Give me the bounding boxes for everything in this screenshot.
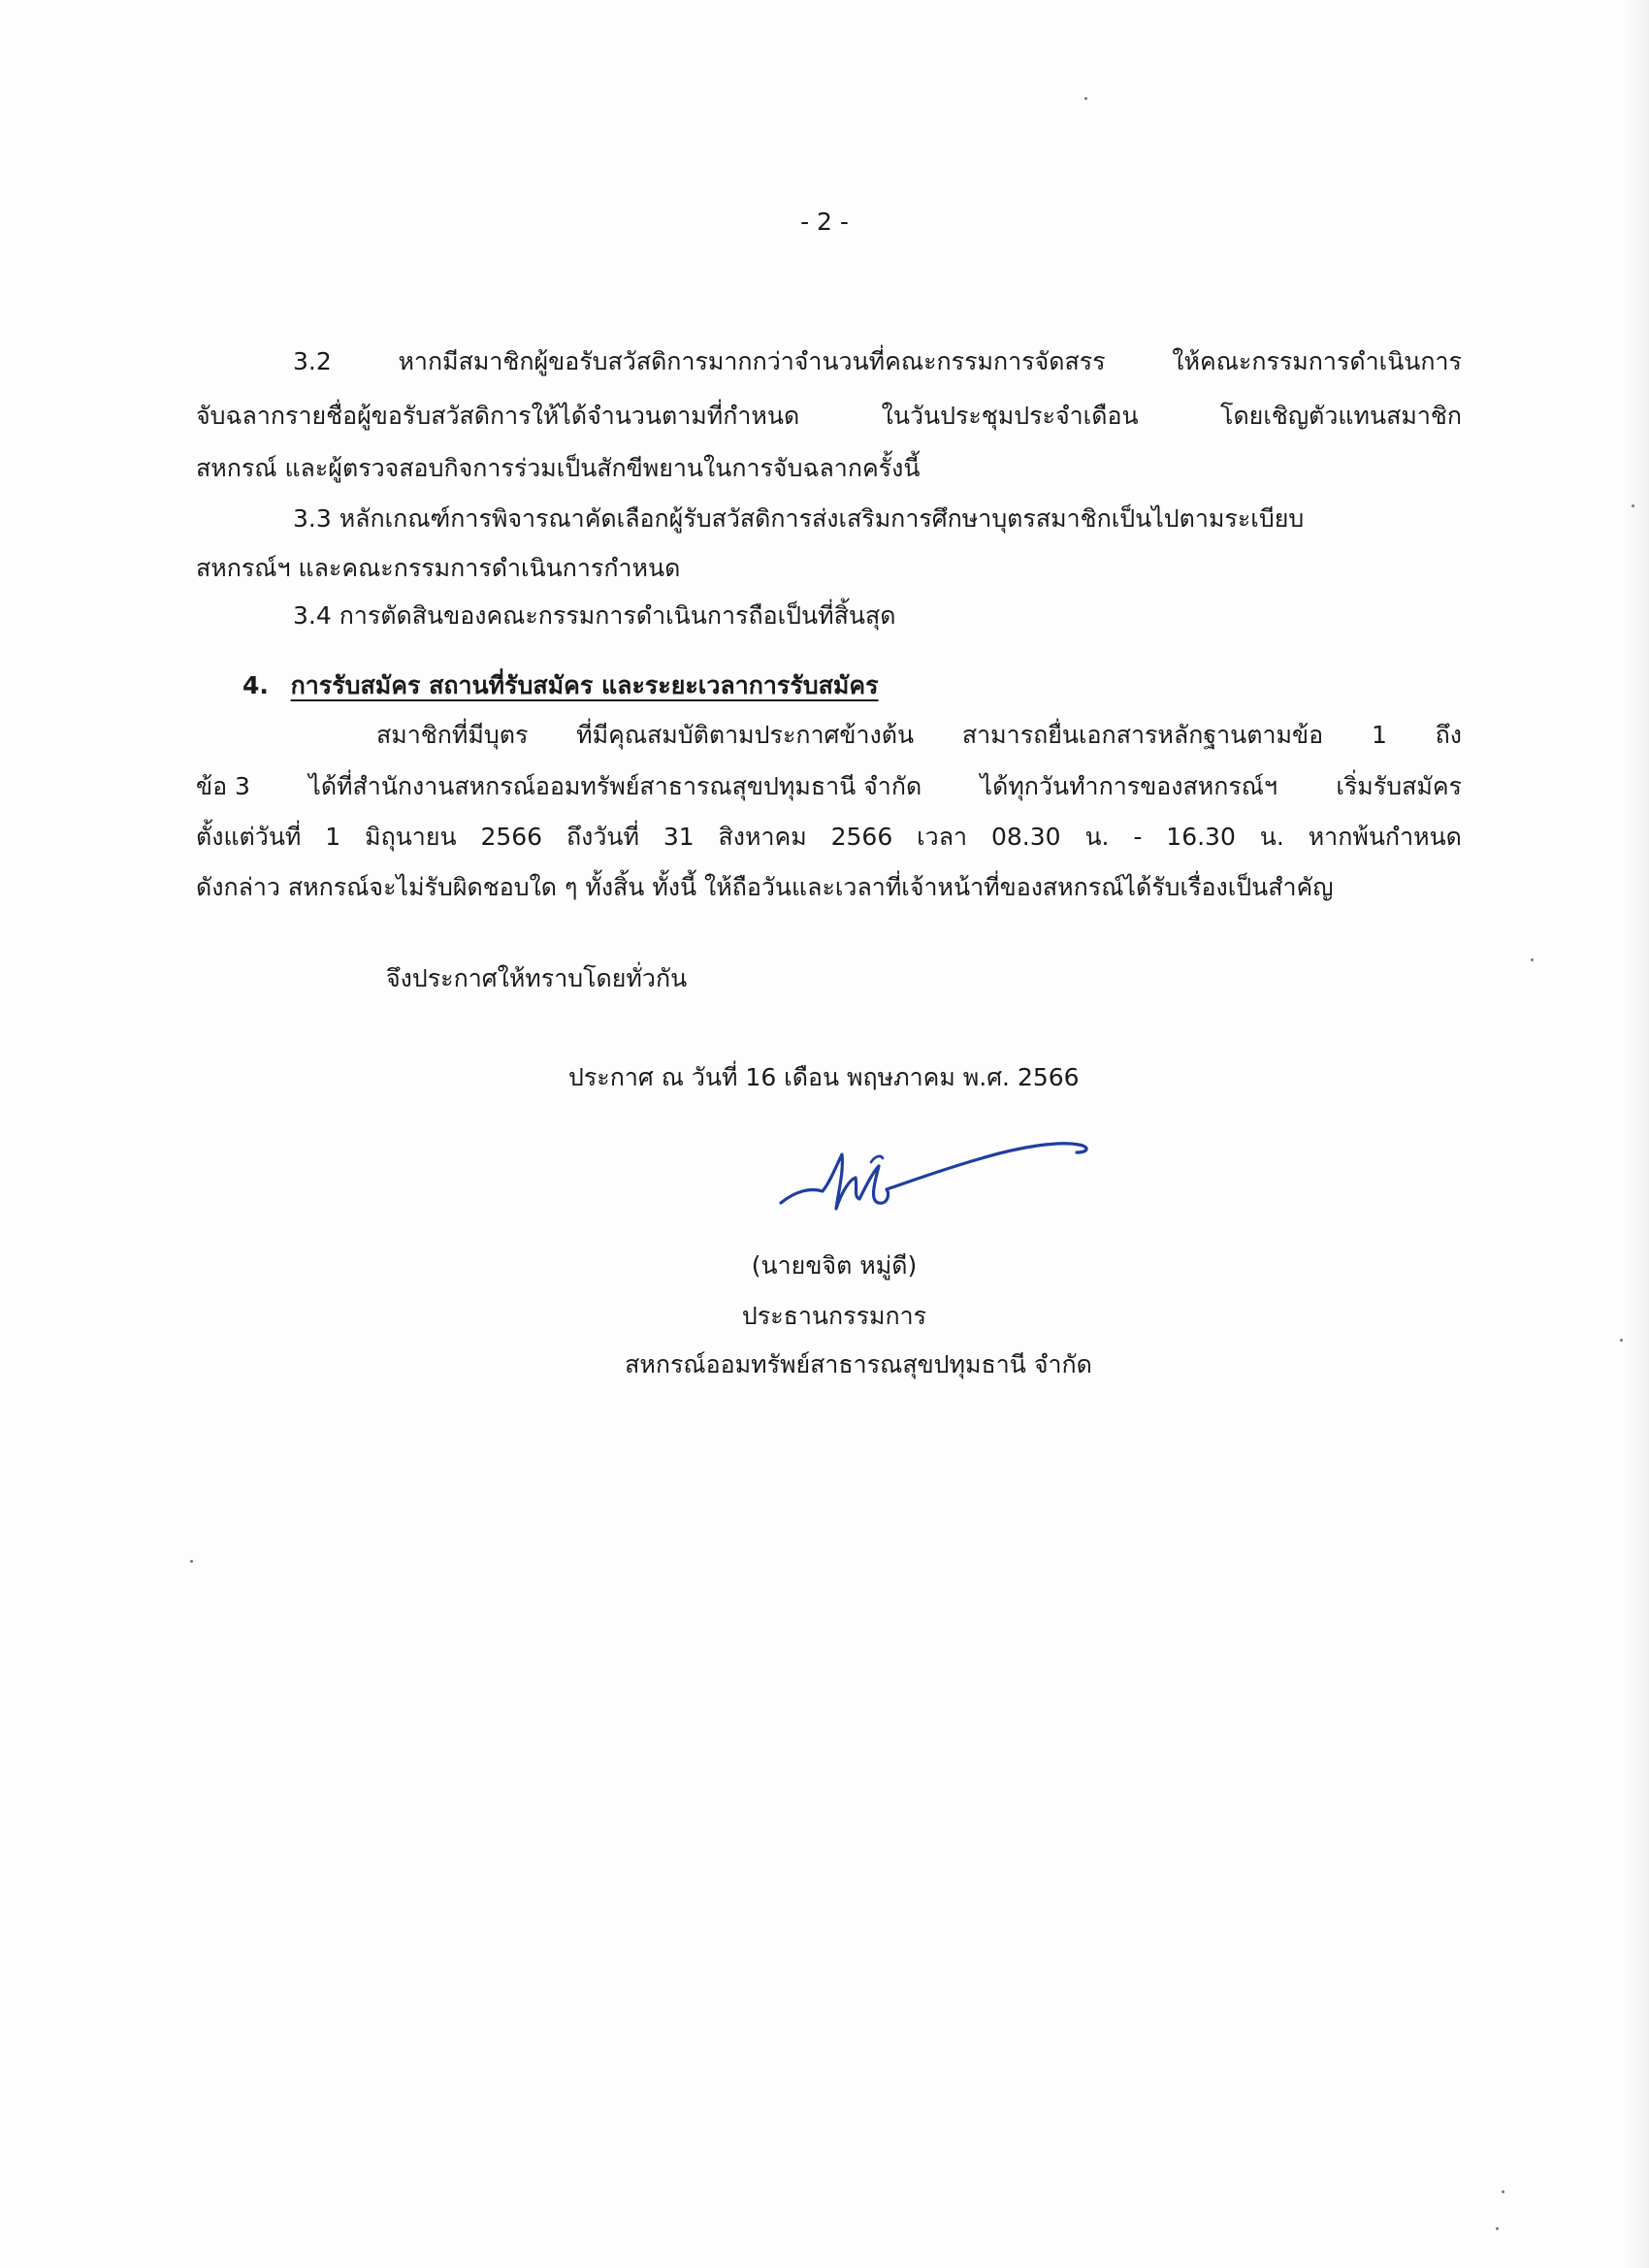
text-segment: 2566 (830, 823, 893, 851)
organization-name: สหกรณ์ออมทรัพย์สาธารณสุขปทุมธานี จำกัด (625, 1350, 1092, 1378)
text-segment: 08.30 (990, 823, 1061, 851)
text-segment: 16.30 (1166, 823, 1236, 851)
text-segment: น. (1259, 823, 1284, 851)
text-segment: ที่มีคุณสมบัติตามประกาศข้างต้น (576, 721, 915, 749)
section-4-line-1 (376, 723, 1462, 747)
text-segment: 1 (1371, 721, 1387, 749)
section-4-line-4: ดังกล่าว สหกรณ์จะไม่รับผิดชอบใด ๆ ทั้งสิ้น ทั้งนี้ ให้ถือวันและเวลาที่เจ้าหน้าที่ของสหกรณ์ได้รับเรื่องเป็นสำคัญ (196, 873, 1334, 901)
scan-edge-shadow (1624, 0, 1649, 2268)
text-segment: 3.3 หลักเกณฑ์การพิจารณาคัดเลือกผู้รับสวัสดิการส่งเสริมการศึกษาบุตรสมาชิกเป็นไปตามระเบียบ (293, 504, 1305, 533)
scan-speck (1632, 504, 1634, 507)
clause-3-2-line-2 (196, 404, 1462, 428)
section-number: 4. (242, 671, 269, 699)
scan-speck (1620, 1339, 1623, 1342)
text-segment: มิถุนายน (365, 823, 457, 851)
text-segment: ข้อ 3 (196, 772, 250, 800)
text-segment: 2566 (480, 823, 543, 851)
section-4-line-3 (196, 825, 1462, 849)
text-segment: สิงหาคม (718, 823, 807, 851)
text-segment: ให้คณะกรรมการดำเนินการ (1172, 347, 1462, 375)
text-segment: 1 (325, 823, 341, 851)
section-4-heading (242, 673, 879, 697)
signature-image (766, 1133, 1096, 1240)
scan-speck (1084, 97, 1087, 100)
scan-speck (1531, 958, 1534, 961)
text-segment: ได้ที่สำนักงานสหกรณ์ออมทรัพย์สาธารณสุขปทุมธานี จำกัด (308, 772, 922, 800)
text-segment: เวลา (917, 823, 968, 851)
text-segment: - (1133, 823, 1143, 851)
text-segment: เริ่มรับสมัคร (1336, 772, 1462, 800)
section-title: การรับสมัคร สถานที่รับสมัคร และระยะเวลาการรับสมัคร (290, 671, 879, 699)
signer-name: (นายขจิต หมู่ดี) (751, 1251, 918, 1280)
text-segment: ถึงวันที่ (566, 823, 639, 851)
scan-speck (1496, 2227, 1499, 2230)
announcement-line: จึงประกาศให้ทราบโดยทั่วกัน (386, 964, 688, 992)
text-segment: จับฉลากรายชื่อผู้ขอรับสวัสดิการให้ได้จำนวนตามที่กำหนด (196, 402, 800, 430)
section-4-line-2 (196, 774, 1462, 798)
clause-3-4: 3.4 การตัดสินของคณะกรรมการดำเนินการถือเป็นที่สิ้นสุด (293, 601, 896, 630)
signer-title: ประธานกรรมการ (741, 1302, 927, 1330)
announcement-date: ประกาศ ณ วันที่ 16 เดือน พฤษภาคม พ.ศ. 2566 (568, 1063, 1080, 1091)
text-segment: หากพ้นกำหนด (1308, 823, 1462, 851)
text-segment: 31 (663, 823, 695, 851)
clause-3-2-line-3: สหกรณ์ และผู้ตรวจสอบกิจการร่วมเป็นสักขีพยานในการจับฉลากครั้งนี้ (196, 454, 921, 482)
text-segment: โดยเชิญตัวแทนสมาชิก (1220, 402, 1462, 430)
text-segment: ถึง (1435, 721, 1462, 749)
clause-3-2-line-1 (293, 349, 1462, 373)
scan-speck (190, 1560, 193, 1563)
clause-3-3-line-1 (293, 506, 1462, 531)
text-segment: ตั้งแต่วันที่ (196, 823, 302, 851)
page-number: - 2 - (800, 208, 849, 236)
text-segment: หากมีสมาชิกผู้ขอรับสวัสดิการมากกว่าจำนวนที่คณะกรรมการจัดสรร (398, 347, 1106, 375)
text-segment: ในวันประชุมประจำเดือน (881, 402, 1139, 430)
scan-speck (1502, 2190, 1504, 2193)
text-segment: สมาชิกที่มีบุตร (376, 721, 529, 749)
text-segment: ได้ทุกวันทำการของสหกรณ์ฯ (980, 772, 1278, 800)
clause-3-3-line-2: สหกรณ์ฯ และคณะกรรมการดำเนินการกำหนด (196, 554, 681, 582)
text-segment: สามารถยื่นเอกสารหลักฐานตามข้อ (961, 721, 1324, 749)
clause-number: 3.2 (293, 347, 332, 375)
text-segment: น. (1084, 823, 1110, 851)
